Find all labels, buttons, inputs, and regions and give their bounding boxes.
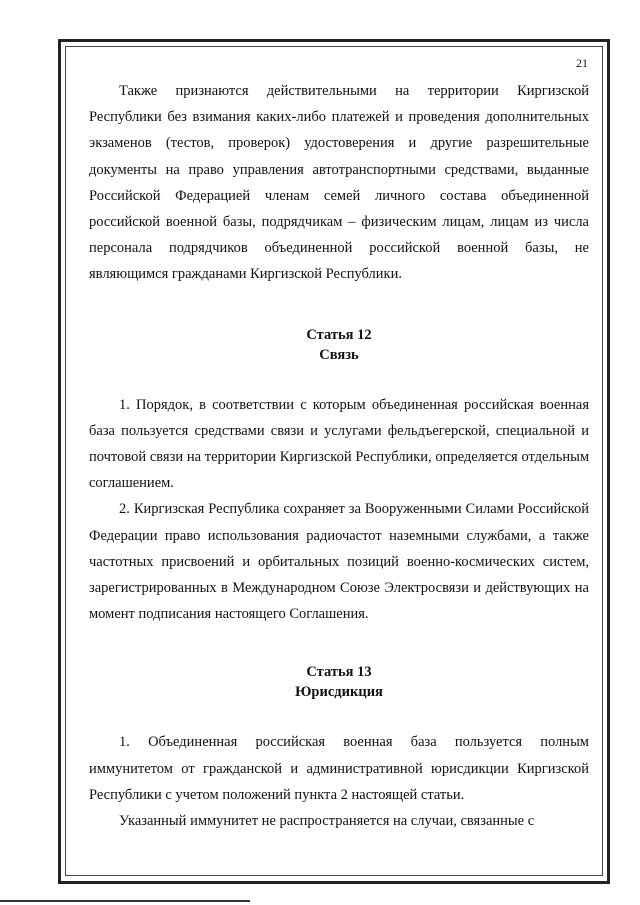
article-13-paragraph-1: 1. Объединенная российская военная база пользуется полным иммунитетом от гражданской и административной юрисдикции Киргизской Республики с учетом положений пункта 2 настоящей статьи. xyxy=(89,734,589,803)
article-12-header xyxy=(89,325,589,365)
article-13-heading: Статья 13 xyxy=(306,664,372,681)
article-13-paragraph-2: Указанный иммунитет не распространяется на случаи, связанные с xyxy=(119,813,535,830)
page-number: 21 xyxy=(576,56,588,70)
article-12-title: Связь xyxy=(319,346,359,363)
intro-paragraph: Также признаются действительными на территории Киргизской Республики без взимания каких-либо платежей и проведения дополнительных экзаменов (тестов, проверок) удостоверения и другие разрешительные документы на право управления автотранспортными средствами, выданные Российской Федерацией членам семей личного состава объединенной российской военной базы, подрядчикам – физическим лицам, лицам из числа персонала подрядчиков объединенной российской военной базы, не являющимся гражданами Киргизской Республики. xyxy=(89,83,589,283)
article-13-header xyxy=(89,662,589,702)
article-13-title: Юрисдикция xyxy=(295,684,383,701)
bottom-rule xyxy=(0,900,250,902)
article-12-heading: Статья 12 xyxy=(306,326,372,343)
document-body xyxy=(89,78,589,834)
article-12-paragraph-1: 1. Порядок, в соответствии с которым объединенная российская военная база пользуется средствами связи и услугами фельдъегерской, специальной и почтовой связи на территории Киргизской Республики, определяется отдельным соглашением. xyxy=(89,396,589,492)
article-12-paragraph-2: 2. Киргизская Республика сохраняет за Вооруженными Силами Российской Федерации право использования радиочастот наземными службами, а также частотных присвоений и орбитальных позиций военно-космических систем, зарегистрированных в Международном Союзе Электросвязи и действующих на момент подписания настоящего Соглашения. xyxy=(89,501,589,623)
